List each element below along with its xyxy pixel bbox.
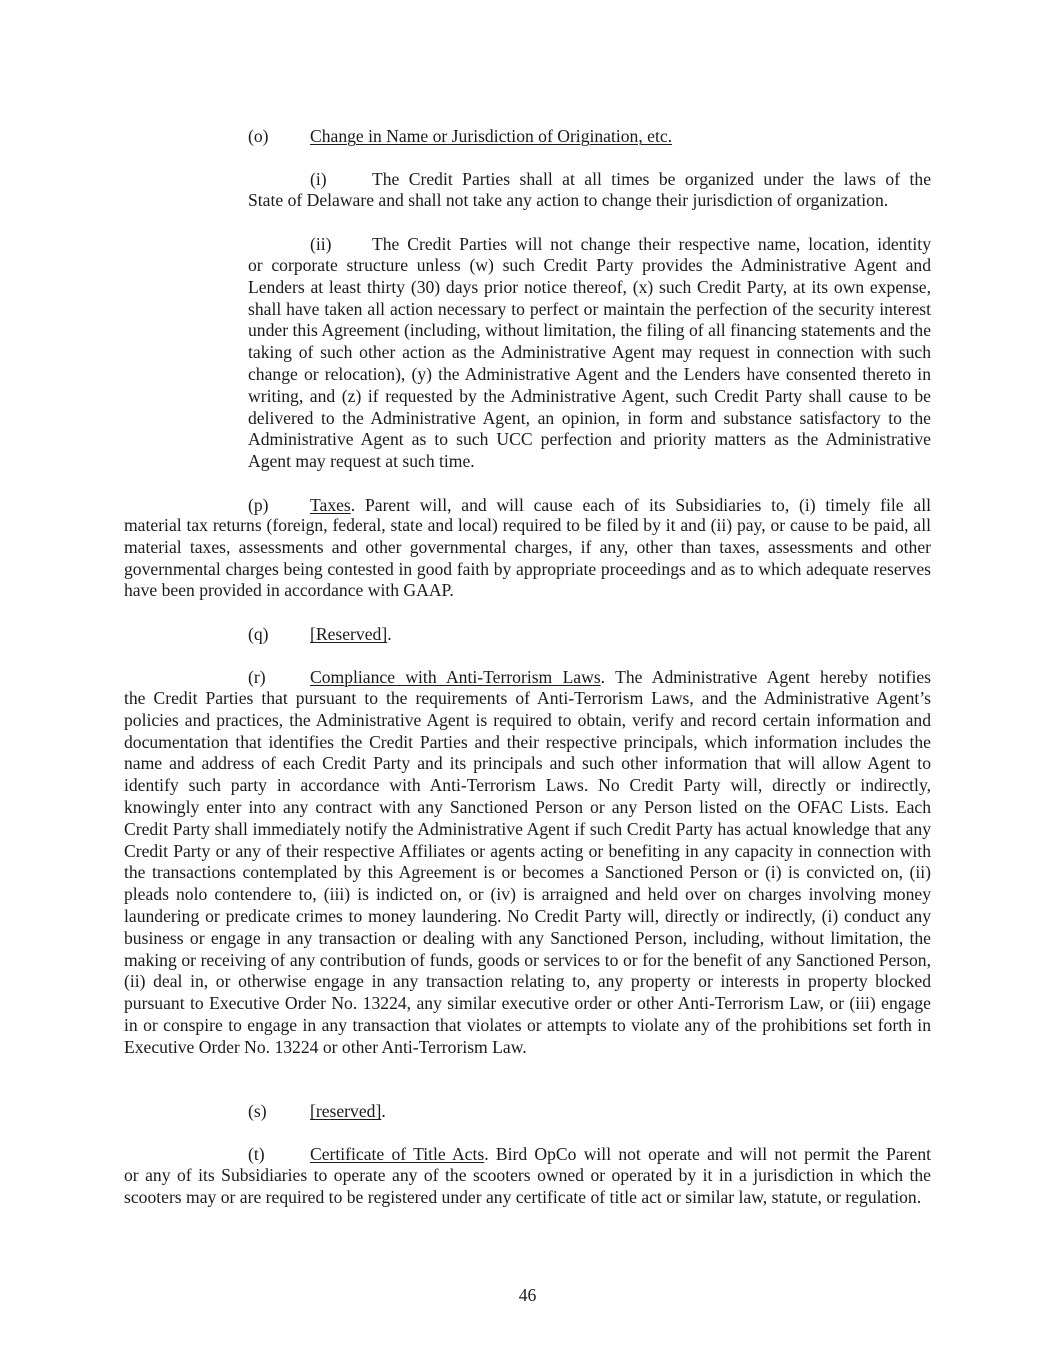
- section-r-first-line-text: . The Administrative Agent hereby notifies: [600, 667, 931, 687]
- section-p-text: material tax returns (foreign, federal, state and local) required to be filed by it and (ii) pay, or cause to be paid, all material taxes, assessments and other governmental charges, if any, other than taxes, assessments and other governmental charges being contested in good faith by appropriate proceedings and as to which adequate reserves have been provided in accordance with GAAP.: [124, 515, 931, 601]
- section-t-first-line-text: . Bird OpCo will not operate and will not permit the Parent: [484, 1144, 931, 1164]
- section-s-label: (s): [248, 1101, 267, 1121]
- section-t-heading: Certificate of Title Acts: [310, 1144, 485, 1164]
- section-r-text: the Credit Parties that pursuant to the requirements of Anti-Terrorism Laws, and the Administrative Agent’s policies and practices, the Administrative Agent is required to obtain, verify and record certain information and documentation that identifies the Credit Parties and their respective principals, which information includes the name and address of each Credit Party and its principals and such other information that will allow Agent to identify such party in accordance with Anti-Terrorism Laws. No Credit Party will, directly or indirectly, knowingly enter into any contract with any Sanctioned Person or any Person listed on the OFAC Lists. Each Credit Party shall immediately notify the Administrative Agent if such Credit Party has actual knowledge that any Credit Party or any of their respective Affiliates or agents acting or benefiting in any capacity in connection with the transactions contemplated by this Agreement is or becomes a Sanctioned Person or (i) is convicted on, (ii) pleads nolo contendere to, (iii) is indicted on, or (iv) is arraigned and held over on charges involving money laundering or predicate crimes to money laundering. No Credit Party will, directly or indirectly, (i) conduct any business or engage in any transaction or dealing with any Sanctioned Person, including, without limitation, the making or receiving of any contribution of funds, goods or services to or for the benefit of any Sanctioned Person, (ii) deal in, or otherwise engage in any transaction relating to, any property or interests in property blocked pursuant to Executive Order No. 13224, any similar executive order or other Anti-Terrorism Law, or (iii) engage in or conspire to engage in any transaction that violates or attempts to violate any of the prohibitions set forth in Executive Order No. 13224 or other Anti-Terrorism Law.: [124, 688, 931, 1057]
- section-o-ii-text: or corporate structure unless (w) such Credit Party provides the Administrative Agent and Lenders at least thirty (30) days prior notice thereof, (x) such Credit Party, at its own expense, shall have taken all action necessary to perfect or maintain the perfection of the security interest under this Agreement (including, without limitation, the filing of all financing statements and the taking of such other action as the Administrative Agent may request in connection with such change or relocation), (y) the Administrative Agent and the Lenders have consented thereto in writing, and (z) if requested by the Administrative Agent, such Credit Party shall cause to be delivered to the Administrative Agent, an opinion, in form and substance satisfactory to the Administrative Agent as to such UCC perfection and priority matters as the Administrative Agent may request at such time.: [248, 255, 931, 472]
- section-p-label: (p): [248, 495, 269, 515]
- section-o-ii-first-line: The Credit Parties will not change their respective name, location, identity: [372, 234, 931, 254]
- section-o-ii-label: (ii): [310, 234, 332, 254]
- section-r-heading: Compliance with Anti-Terrorism Laws: [310, 667, 601, 687]
- section-p-first-line: [310, 494, 931, 516]
- section-t-label: (t): [248, 1144, 265, 1164]
- section-o-heading: Change in Name or Jurisdiction of Origination, etc.: [310, 126, 673, 146]
- section-o-i-first-line: The Credit Parties shall at all times be organized under the laws of the: [372, 169, 931, 189]
- section-q-suffix: .: [387, 624, 392, 644]
- section-o-i-text: State of Delaware and shall not take any action to change their jurisdiction of organization.: [248, 190, 889, 210]
- section-o-i-label: (i): [310, 169, 327, 189]
- section-r-label: (r): [248, 667, 266, 687]
- section-q-heading: [Reserved]: [310, 624, 388, 644]
- section-r-first-line: [310, 666, 931, 688]
- section-q-heading-line: [310, 623, 392, 645]
- section-p-first-line-text: . Parent will, and will cause each of its Subsidiaries to, (i) timely file all: [350, 495, 931, 515]
- section-p-heading: Taxes: [310, 495, 351, 515]
- section-t-text: or any of its Subsidiaries to operate any of the scooters owned or operated by it in a jurisdiction in which the scooters may or are required to be registered under any certificate of title act or similar law, statute, or regulation.: [124, 1165, 931, 1207]
- section-o-label: (o): [248, 126, 269, 146]
- section-q-label: (q): [248, 624, 269, 644]
- section-t-first-line: [310, 1143, 931, 1165]
- page-number: 46: [518, 1285, 537, 1305]
- section-s-suffix: .: [381, 1101, 386, 1121]
- section-s-heading-line: [310, 1100, 386, 1122]
- section-s-heading: [reserved]: [310, 1101, 382, 1121]
